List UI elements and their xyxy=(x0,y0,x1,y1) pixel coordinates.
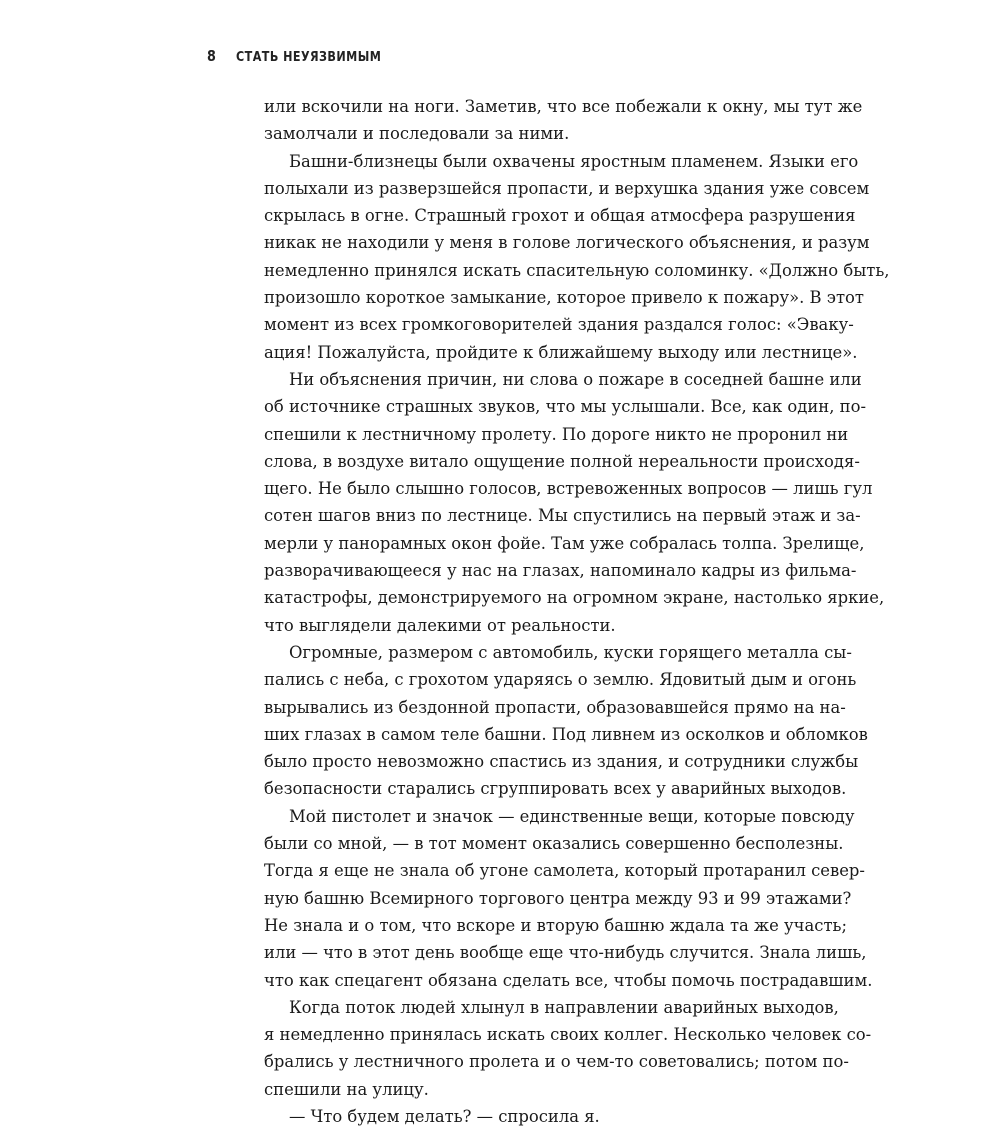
paragraph xyxy=(264,148,890,366)
text-line: катастрофы, демонстрируемого на огромном экране, настолько яркие, xyxy=(264,588,885,608)
text-line: Мой пистолет и значок — единственные вещи, которые повсюду xyxy=(289,806,855,826)
text-line: щего. Не было слышно голосов, встревоженных вопросов — лишь гул xyxy=(264,479,873,499)
text-line: что выглядели далекими от реальности. xyxy=(264,615,616,635)
text-line: безопасности старались сгруппировать всех у аварийных выходов. xyxy=(264,779,847,799)
text-line: Тогда я еще не знала об угоне самолета, который протаранил север- xyxy=(264,861,865,881)
text-line: были со мной, — в тот момент оказались совершенно бесполезны. xyxy=(264,834,844,854)
text-line: мерли у панорамных окон фойе. Там уже собралась толпа. Зрелище, xyxy=(264,533,865,553)
text-line: Башни-близнецы были охвачены яростным пламенем. Языки его xyxy=(289,151,859,171)
paragraph xyxy=(264,366,885,639)
text-line: ация! Пожалуйста, пройдите к ближайшему выходу или лестнице». xyxy=(264,342,858,362)
chapter-title: СТАТЬ НЕУЯЗВИМЫМ xyxy=(236,50,382,65)
text-line: я немедленно принялась искать своих коллег. Несколько человек со- xyxy=(264,1025,872,1045)
text-line: ную башню Всемирного торгового центра между 93 и 99 этажами? xyxy=(264,888,852,908)
running-head xyxy=(207,47,405,65)
text-line: никак не находили у меня в голове логического объяснения, и разум xyxy=(264,233,870,253)
text-line: сотен шагов вниз по лестнице. Мы спустились на первый этаж и за- xyxy=(264,506,861,526)
text-line: замолчали и последовали за ними. xyxy=(264,124,570,144)
text-line: Когда поток людей хлынул в направлении аварийных выходов, xyxy=(289,997,839,1017)
text-line: полыхали из разверзшейся пропасти, и верхушка здания уже совсем xyxy=(264,178,870,198)
text-line: момент из всех громкоговорителей здания раздался голос: «Эваку- xyxy=(264,315,854,335)
text-line: спешили на улицу. xyxy=(264,1079,429,1099)
text-line: брались у лестничного пролета и о чем-то советовались; потом по- xyxy=(264,1052,849,1072)
text-line: или вскочили на ноги. Заметив, что все побежали к окну, мы тут же xyxy=(264,97,863,116)
text-line: Не знала и о том, что вскоре и вторую башню ждала та же участь; xyxy=(264,915,847,935)
text-line: разворачивающееся у нас на глазах, напоминало кадры из фильма- xyxy=(264,561,857,581)
text-line: что как спецагент обязана сделать все, чтобы помочь пострадавшим. xyxy=(264,970,873,990)
text-line: — Что будем делать? — спросила я. xyxy=(289,1106,600,1126)
page-number: 8 xyxy=(207,47,216,65)
paragraph xyxy=(264,639,868,803)
text-line: ших глазах в самом теле башни. Под ливнем из осколков и обломков xyxy=(264,724,868,744)
text-line: скрылась в огне. Страшный грохот и общая атмосфера разрушения xyxy=(264,206,856,226)
paragraph xyxy=(264,1103,794,1130)
text-line: Огромные, размером с автомобиль, куски горящего металла сы- xyxy=(289,642,852,662)
text-line: слова, в воздухе витало ощущение полной нереальности происходя- xyxy=(264,451,860,471)
paragraph xyxy=(264,93,863,148)
text-line: произошло короткое замыкание, которое привело к пожару». В этот xyxy=(264,288,864,308)
text-line: об источнике страшных звуков, что мы услышали. Все, как один, по- xyxy=(264,397,866,417)
body-text xyxy=(264,93,890,1130)
text-line: было просто невозможно спастись из здания, и сотрудники службы xyxy=(264,752,859,772)
paragraph xyxy=(264,994,872,1103)
text-line: спешили к лестничному пролету. По дороге никто не проронил ни xyxy=(264,424,849,444)
text-line: немедленно принялся искать спасительную соломинку. «Должно быть, xyxy=(264,260,890,280)
text-line: вырывались из бездонной пропасти, образовавшейся прямо на на- xyxy=(264,697,846,717)
text-line: пались с неба, с грохотом ударяясь о землю. Ядовитый дым и огонь xyxy=(264,670,857,690)
text-line: Ни объяснения причин, ни слова о пожаре в соседней башне или xyxy=(289,369,862,389)
text-line: или — что в этот день вообще еще что-нибудь случится. Знала лишь, xyxy=(264,943,867,963)
paragraph xyxy=(264,803,873,994)
